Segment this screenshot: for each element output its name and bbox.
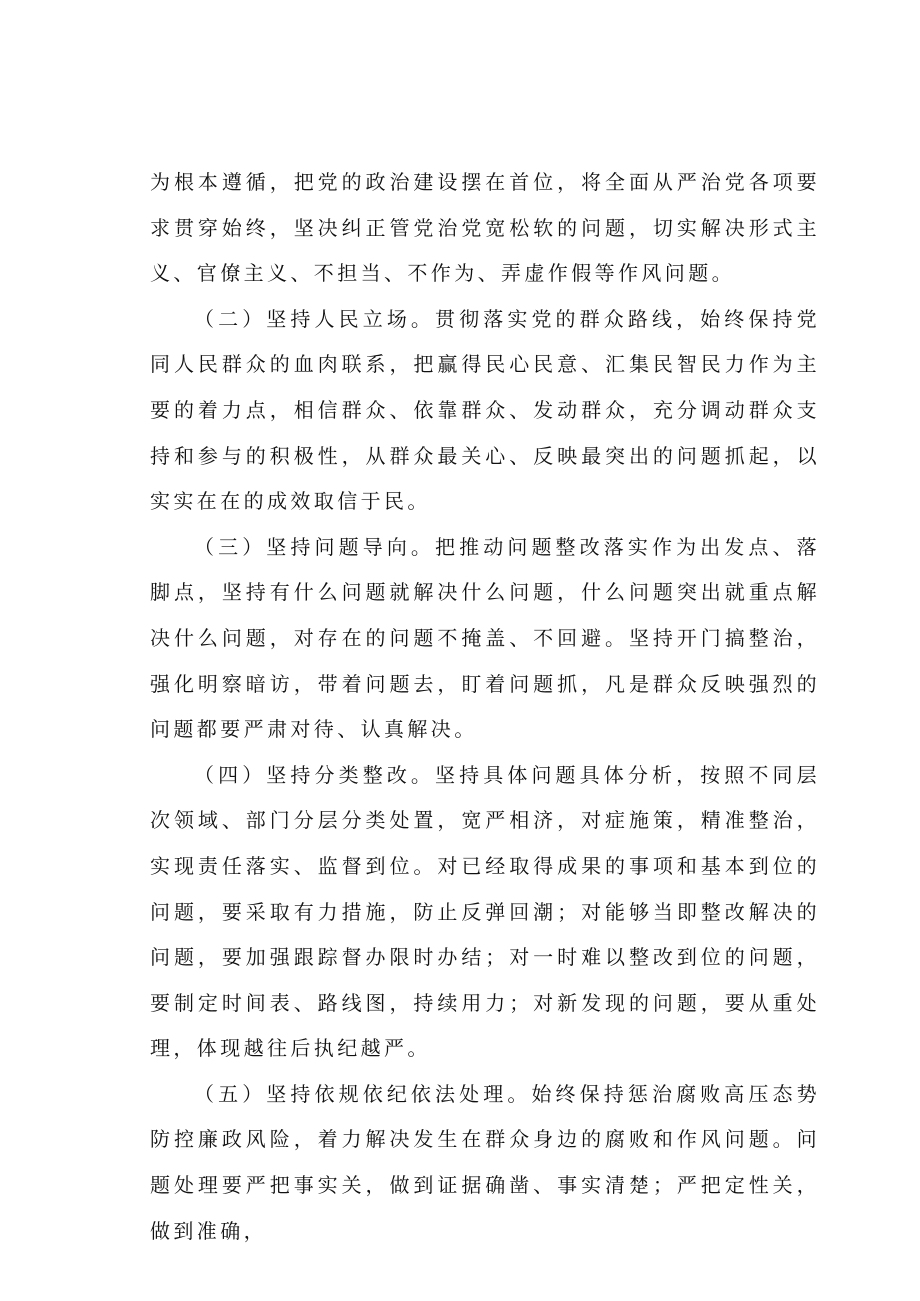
paragraph-problem-oriented: （三）坚持问题导向。把推动问题整改落实作为出发点、落脚点，坚持有什么问题就解决什么问题，什么问题突出就重点解决什么问题，对存在的问题不掩盖、不回避。坚持开门搞整治，强化明察暗访，带着问题去，盯着问题抓，凡是群众反映强烈的问题都要严肃对待、认真解决。 [150, 534, 820, 742]
paragraph-handle-by-regulations: （五）坚持依规依纪依法处理。始终保持惩治腐败高压态势防控廉政风险，着力解决发生在群众身边的腐败和作风问题。问题处理要严把事实关，做到证据确凿、事实清楚；严把定性关，做到准确， [150, 1081, 820, 1243]
document-body [150, 160, 820, 1254]
paragraph-people-stance: （二）坚持人民立场。贯彻落实党的群众路线，始终保持党同人民群众的血肉联系，把赢得民心民意、汇集民智民力作为主要的着力点，相信群众、依靠群众、发动群众，充分调动群众支持和参与的积极性，从群众最关心、反映最突出的问题抓起，以实实在在的成效取信于民。 [150, 306, 820, 514]
paragraph-classified-rectification: （四）坚持分类整改。坚持具体问题具体分析，按照不同层次领域、部门分层分类处置，宽严相济，对症施策，精准整治，实现责任落实、监督到位。对已经取得成果的事项和基本到位的问题，要采取有力措施，防止反弹回潮；对能够当即整改解决的问题，要加强跟踪督办限时办结；对一时难以整改到位的问题，要制定时间表、路线图，持续用力；对新发现的问题，要从重处理，体现越往后执纪越严。 [150, 762, 820, 1061]
paragraph-continuation: 为根本遵循，把党的政治建设摆在首位，将全面从严治党各项要求贯穿始终，坚决纠正管党治党宽松软的问题，切实解决形式主义、官僚主义、不担当、不作为、弄虚作假等作风问题。 [150, 170, 820, 286]
